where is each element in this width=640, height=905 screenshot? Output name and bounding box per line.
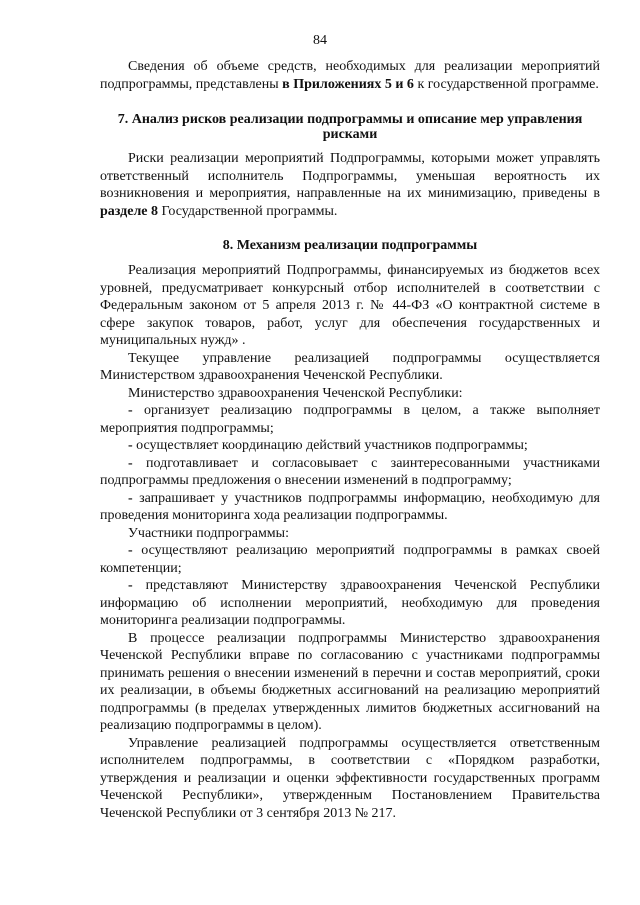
list-item-text: подготавливает и согласовывает с заинтересованными участниками подпрограммы предложения о внесении изменений в подпрограмму; (100, 455, 600, 488)
participants-list-item (100, 577, 600, 630)
list-item-text: организует реализацию подпрограммы в целом, а также выполняет мероприятия подпрограммы; (100, 403, 601, 436)
section-8-paragraph-2: Текущее управление реализацией подпрограммы осуществляется Министерством здравоохранения Чеченской Республики. (100, 350, 600, 383)
section-7-paragraph (100, 150, 600, 220)
section-7-text-1: Риски реализации мероприятий Подпрограммы, которыми может управлять ответственный исполнитель Подпрограммы, уменьшая вероятность их возникновения и мероприятия, направленные на их минимизацию, приведены в (100, 151, 600, 201)
ministry-list-item (100, 455, 600, 490)
intro-paragraph (100, 58, 600, 93)
list-dash: - (128, 455, 133, 471)
page-number: 84 (313, 33, 327, 48)
list-item-text: осуществляют реализацию мероприятий подпрограммы в рамках своей компетенции; (100, 543, 600, 576)
ministry-list-item (100, 490, 600, 525)
intro-text-2: к государственной программе. (413, 76, 599, 92)
section-7-text-2: Государственной программы. (158, 203, 338, 219)
list-dash: - (128, 438, 133, 453)
page-content (100, 58, 600, 822)
participants-list-item (100, 542, 600, 577)
list-dash: - (128, 543, 133, 558)
list-dash: - (128, 403, 133, 418)
ministry-intro: Министерство здравоохранения Чеченской Республики: (128, 385, 463, 401)
ministry-list-item (100, 437, 600, 455)
list-item-text: осуществляет координацию действий участников подпрограммы; (136, 438, 528, 453)
intro-bold-reference: в Приложениях 5 и 6 (282, 76, 414, 92)
list-item-text: представляют Министерству здравоохранения Чеченской Республики информацию об исполнении мероприятий, необходимую для проведения мониторинга реализации подпрограммы. (100, 578, 600, 628)
list-item-text: запрашивает у участников подпрограммы информацию, необходимую для проведения мониторинга хода реализации подпрограммы. (100, 490, 600, 523)
list-dash: - (128, 578, 133, 593)
section-8-paragraph-4: Управление реализацией подпрограммы осуществляется ответственным исполнителем подпрограммы, в соответствии с «Порядком разработки, утверждения и реализации и оценки эффективности государственных программ Чеченской Республики», утвержденным Постановлением Правительства Чеченской Республики от 3 сентября 2013 № 217. (100, 735, 600, 821)
section-8-paragraph-3: В процессе реализации подпрограммы Министерство здравоохранения Чеченской Республики вправе по согласованию с участниками подпрограммы принимать решения о внесении изменений в перечни и состав мероприятий, сроки их реализации, в объемы бюджетных ассигнований на реализацию мероприятий подпрограммы (в пределах утвержденных лимитов бюджетных ассигнований на реализацию подпрограммы в целом). (100, 630, 600, 733)
list-dash: - (128, 490, 133, 506)
section-8-paragraph-1: Реализация мероприятий Подпрограммы, финансируемых из бюджетов всех уровней, предусматривает конкурсный отбор исполнителей в соответствии с Федеральным законом от 5 апреля 2013 г. № 44-ФЗ «О контрактной системе в сфере закупок товаров, работ, услуг для обеспечения государственных и муниципальных нужд» . (100, 263, 600, 348)
section-7-bold-reference: разделе 8 (100, 203, 159, 219)
participants-intro: Участники подпрограммы: (128, 525, 289, 541)
intro-text-1: Сведения об объеме средств, необходимых для реализации мероприятий подпрограммы, представлены (100, 59, 600, 92)
ministry-list-item (100, 402, 600, 437)
section-8-heading: 8. Механизм реализации подпрограммы (222, 238, 478, 253)
section-7-heading: 7. Анализ рисков реализации подпрограммы и описание мер управления рисками (117, 112, 583, 142)
